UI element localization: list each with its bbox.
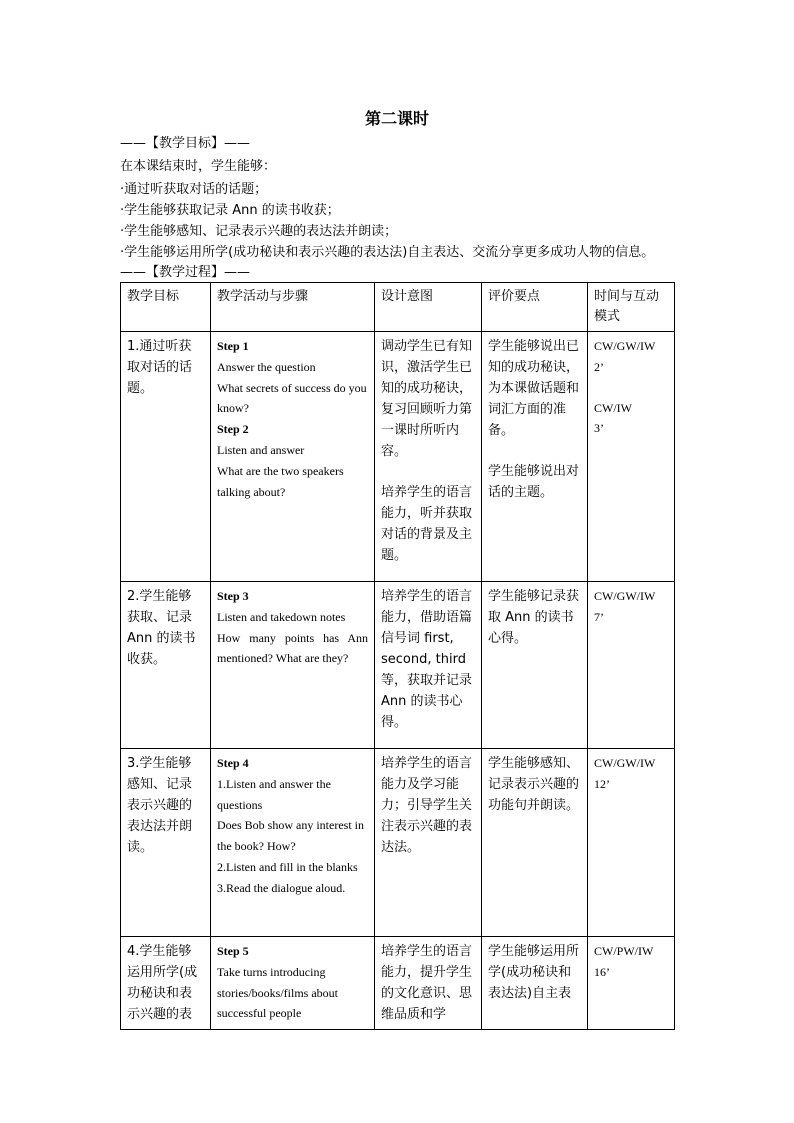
objective-item: ·学生能够获取记录 Ann 的读书收获； bbox=[120, 203, 340, 218]
design-text: 调动学生已有知识，激活学生已知的成功秘诀，复习回顾听力第一课时所听内容。 bbox=[381, 339, 473, 459]
mode-cell bbox=[588, 582, 675, 749]
header-mode: 时间与互动模式 bbox=[588, 283, 675, 332]
table-row bbox=[121, 937, 675, 1030]
design-cell: 培养学生的语言能力，提升学生的文化意识、思维品质和学 bbox=[375, 937, 482, 1030]
mode-cell bbox=[588, 937, 675, 1030]
evaluation-text: 学生能够说出已知的成功秘诀，为本课做话题和词汇方面的准备。 bbox=[488, 339, 580, 438]
goal-cell: 2.学生能够获取、记录 Ann 的读书收获。 bbox=[121, 582, 211, 749]
mode-cell bbox=[588, 749, 675, 937]
evaluation-text: 学生能够说出对话的主题。 bbox=[488, 464, 580, 500]
mode-line: 2’ bbox=[594, 359, 604, 374]
intro-text: 在本课结束时，学生能够： bbox=[120, 159, 277, 174]
objectives-header: ——【教学目标】—— bbox=[120, 136, 251, 151]
activities-cell bbox=[211, 332, 375, 582]
evaluation-cell: 学生能够运用所学(成功秘诀和表达法)自主表 bbox=[482, 937, 588, 1030]
table-row bbox=[121, 332, 675, 582]
page-title: 第二课时 bbox=[364, 109, 429, 128]
mode-line: 3’ bbox=[594, 421, 604, 436]
teaching-process-table bbox=[120, 282, 675, 1030]
evaluation-cell bbox=[482, 332, 588, 582]
process-header: ——【教学过程】—— bbox=[120, 265, 251, 280]
mode-line: 7’ bbox=[594, 609, 604, 624]
activity-line: 2.Listen and fill in the blanks bbox=[217, 859, 358, 874]
activity-line: What are the two speakers talking about? bbox=[217, 463, 344, 499]
mode-line: CW/GW/IW bbox=[594, 756, 656, 770]
mode-line: 16’ bbox=[594, 964, 610, 979]
evaluation-cell: 学生能够感知、记录表示兴趣的功能句并朗读。 bbox=[482, 749, 588, 937]
step-label: Step 4 bbox=[217, 756, 249, 770]
goal-cell: 4.学生能够运用所学(成功秘诀和表示兴趣的表 bbox=[121, 937, 211, 1030]
activity-line: How many points has Ann mentioned? What are they? bbox=[217, 630, 368, 666]
activity-line: 1.Listen and answer the questions bbox=[217, 776, 331, 812]
step-label: Step 2 bbox=[217, 422, 249, 437]
mode-line: CW/PW/IW bbox=[594, 944, 654, 958]
goal-cell: 1.通过听获取对话的话题。 bbox=[121, 332, 211, 582]
design-cell: 培养学生的语言能力及学习能力；引导学生关注表示兴趣的表达法。 bbox=[375, 749, 482, 937]
mode-line: 12’ bbox=[594, 776, 610, 791]
activity-line: Listen and takedown notes bbox=[217, 609, 346, 624]
activities-cell bbox=[211, 937, 375, 1030]
step-label: Step 1 bbox=[217, 339, 249, 353]
table-header-row bbox=[121, 283, 675, 332]
mode-line: CW/IW bbox=[594, 400, 632, 415]
mode-line: CW/GW/IW bbox=[594, 589, 656, 603]
evaluation-cell: 学生能够记录获取 Ann 的读书心得。 bbox=[482, 582, 588, 749]
header-activities: 教学活动与步骤 bbox=[211, 283, 375, 332]
step-label: Step 3 bbox=[217, 589, 249, 603]
activities-cell bbox=[211, 582, 375, 749]
design-text: 培养学生的语言能力，听并获取对话的背景及主题。 bbox=[381, 485, 473, 563]
activity-line: Listen and answer bbox=[217, 442, 305, 457]
objective-item: ·学生能够感知、记录表示兴趣的表达法并朗读； bbox=[120, 224, 398, 239]
step-label: Step 5 bbox=[217, 944, 249, 958]
activity-line: Take turns introducing stories/books/films about successful people bbox=[217, 964, 338, 1021]
table-row bbox=[121, 749, 675, 937]
activity-line: 3.Read the dialogue aloud. bbox=[217, 880, 346, 895]
header-goal: 教学目标 bbox=[121, 283, 211, 332]
objective-item: ·学生能够运用所学(成功秘诀和表示兴趣的表达法)自主表达、交流分享更多成功人物的信息。 bbox=[120, 245, 655, 260]
table-row bbox=[121, 582, 675, 749]
activity-line: Answer the question bbox=[217, 359, 316, 374]
mode-line: CW/GW/IW bbox=[594, 339, 656, 353]
activity-line: What secrets of success do you know? bbox=[217, 380, 367, 416]
mode-cell bbox=[588, 332, 675, 582]
objective-item: ·通过听获取对话的话题； bbox=[120, 182, 268, 197]
header-design: 设计意图 bbox=[375, 283, 482, 332]
activities-cell bbox=[211, 749, 375, 937]
design-cell bbox=[375, 332, 482, 582]
design-cell: 培养学生的语言能力，借助语篇信号词 first, second, third等，获取并记录 Ann 的读书心得。 bbox=[375, 582, 482, 749]
goal-cell: 3.学生能够感知、记录表示兴趣的表达法并朗读。 bbox=[121, 749, 211, 937]
header-evaluation: 评价要点 bbox=[482, 283, 588, 332]
activity-line: Does Bob show any interest in the book? How? bbox=[217, 818, 364, 854]
